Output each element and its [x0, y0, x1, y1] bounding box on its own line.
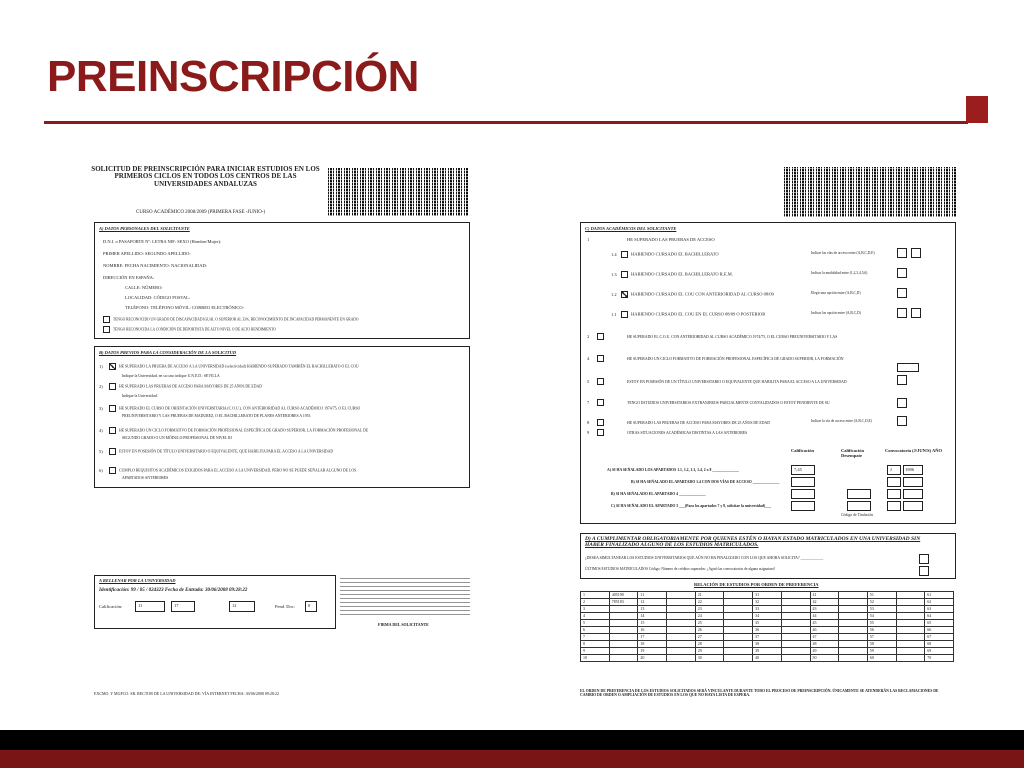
table-cell — [667, 592, 696, 599]
title-underline — [44, 121, 968, 124]
table-cell — [724, 613, 753, 620]
table-cell: 30 — [695, 655, 724, 662]
convocatoria-box — [887, 477, 901, 487]
table-cell: 12 — [638, 599, 667, 606]
option-box[interactable] — [897, 248, 907, 258]
table-cell — [724, 641, 753, 648]
convocatoria-box — [887, 501, 901, 511]
table-cell — [724, 648, 753, 655]
section-c-note: Indicar las vías de acceso entre (A,B,C,D,E) — [811, 251, 875, 255]
grades-row: B) SI HA SEÑALADO EL APARTADO 4 ______________ — [611, 492, 706, 496]
table-cell — [896, 613, 925, 620]
table-cell: 32 — [753, 599, 782, 606]
table-cell — [839, 655, 868, 662]
grade-box: 17 — [171, 601, 195, 612]
table-cell — [839, 592, 868, 599]
table-cell — [781, 641, 810, 648]
table-cell: 44 — [810, 613, 839, 620]
table-cell: 1 — [581, 592, 610, 599]
form-header: SOLICITUD DE PREINSCRIPCIÓN PARA INICIAR ESTUDIOS EN LOS PRIMEROS CICLOS EN TODOS LOS CENTROS DE LAS UNIVERSIDADES ANDALUZAS — [91, 165, 320, 188]
table-cell: 66 — [925, 627, 954, 634]
year-box: 1986 — [903, 465, 923, 475]
grade-box — [791, 489, 815, 499]
table-cell: 15 — [638, 620, 667, 627]
table-row — [581, 613, 954, 620]
table-cell: 405190 — [609, 592, 638, 599]
option-box[interactable] — [897, 363, 919, 372]
section-b-row: Indique la Universidad, en su caso indique U.N.E.D.: SEVILLA — [122, 374, 220, 378]
grade-box — [847, 489, 871, 499]
pend-doc-box: 0 — [305, 601, 317, 612]
section-c-note: Indicar las opción entre (A,B,C,D) — [811, 311, 861, 315]
table-cell — [839, 606, 868, 613]
section-b-row: APARTADOS ANTERIORES — [122, 476, 169, 480]
checkbox[interactable] — [597, 429, 604, 436]
table-cell: 35 — [753, 620, 782, 627]
calificacion-label: Calificación: — [99, 604, 123, 609]
table-cell — [896, 620, 925, 627]
table-cell — [609, 620, 638, 627]
section-a-row: TELÉFONO: TELÉFONO MÓVIL: CORREO ELECTRÓNICO: — [125, 305, 244, 310]
table-cell — [667, 620, 696, 627]
checkbox[interactable] — [109, 405, 116, 412]
table-cell: 14 — [638, 613, 667, 620]
table-cell: 22 — [695, 599, 724, 606]
left-form-page — [88, 160, 478, 705]
table-cell — [781, 627, 810, 634]
table-cell — [896, 634, 925, 641]
right-form-page — [574, 165, 956, 705]
option-box[interactable] — [897, 268, 907, 278]
table-cell: 53 — [867, 606, 896, 613]
table-cell: 43 — [810, 606, 839, 613]
barcode-image — [784, 167, 956, 217]
table-cell: 49 — [810, 648, 839, 655]
section-d-row: ¿DESEA SIMULTANEAR LOS ESTUDIOS UNIVERSITARIOS QUE AÚN NO HA FINALIZADO CON LOS QUE AHORA SOLICITA? ____________ — [585, 556, 824, 560]
section-b-row: 2) HE SUPERADO LAS PRUEBAS DE ACCESO PARA MAYORES DE 25 AÑOS DE EDAD — [99, 383, 262, 389]
option-box[interactable] — [897, 375, 907, 385]
table-cell — [667, 655, 696, 662]
table-cell: 25 — [695, 620, 724, 627]
section-b-row: 5) ESTOY EN POSESIÓN DE TÍTULO UNIVERSITARIO O EQUIVALENTE, QUE HABILITA PARA EL ACCESO A LA UNIVERSIDAD — [99, 448, 334, 454]
section-a-title: A) DATOS PERSONALES DEL SOLICITANTE — [99, 226, 190, 231]
table-cell: 56 — [867, 627, 896, 634]
table-cell: 23 — [695, 606, 724, 613]
section-d-row: ÚLTIMOS ESTUDIOS MATRICULADOS Código: Número de créditos superados: ¿Agotó las convocatorias de alguna asignatura? — [585, 567, 776, 571]
option-box[interactable] — [911, 248, 921, 258]
table-cell: 8 — [581, 641, 610, 648]
year-box — [903, 501, 923, 511]
table-cell: 5 — [581, 620, 610, 627]
option-box[interactable] — [919, 566, 929, 576]
table-cell: 31 — [753, 592, 782, 599]
section-c-note: Elegir una opción entre (A,B,C,D) — [811, 291, 861, 295]
table-cell — [609, 648, 638, 655]
section-c-title: C) DATOS ACADÉMICOS DEL SOLICITANTE — [585, 226, 677, 231]
table-cell — [781, 606, 810, 613]
checkbox[interactable] — [621, 251, 628, 258]
checkbox-row — [103, 326, 276, 333]
section-c-row: 9 OTRAS SITUACIONES ACADÉMICAS DISTINTAS A LAS ANTERIORES — [587, 429, 748, 435]
title-accent-square — [966, 96, 988, 123]
table-cell: 48 — [810, 641, 839, 648]
table-cell: 19 — [638, 648, 667, 655]
table-cell: 17 — [638, 634, 667, 641]
table-cell: 2 — [581, 599, 610, 606]
table-cell: 10 — [581, 655, 610, 662]
table-cell: 65 — [925, 620, 954, 627]
titulacion-label: Código de Titulación — [841, 513, 874, 517]
grade-box: 11 — [135, 601, 165, 612]
identification-line: Identificación: 99 / 05 / 024323 Fecha de Entrada: 30/06/2008 09:28:22 — [99, 588, 248, 593]
table-cell — [667, 648, 696, 655]
form-footer: EXCMO. Y MGFCO. SR. RECTOR DE LA UNIVERSIDAD DE: VÍA INTERNET FECHA: 30/06/2008 09:28:22 — [94, 691, 280, 696]
section-d-title: D) A CUMPLIMENTAR OBLIGATORIAMENTE POR QUIENES ESTÉN O HAYAN ESTADO MATRICULADOS EN UNA UNIVERSIDAD SIN HABER FINALIZADO ALGUNO DE LOS ESTUDIOS MATRICULADOS. — [585, 536, 921, 549]
table-cell: 7 — [581, 634, 610, 641]
table-cell: 16 — [638, 627, 667, 634]
table-cell — [896, 648, 925, 655]
table-cell: 67 — [925, 634, 954, 641]
table-cell: 785183 — [609, 599, 638, 606]
table-cell — [896, 592, 925, 599]
table-cell — [839, 613, 868, 620]
checkbox[interactable] — [103, 316, 110, 323]
table-cell — [667, 627, 696, 634]
section-c-row: 7 TENGO ESTUDIOS UNIVERSITARIOS EXTRANJEROS PARCIALMENTE CONVALIDADOS O ESTOY PENDIENTE DE SU — [587, 399, 830, 405]
checkbox[interactable] — [597, 419, 604, 426]
checkbox-checked[interactable] — [109, 363, 116, 370]
section-c-box — [580, 222, 956, 524]
table-cell: 9 — [581, 648, 610, 655]
checkbox[interactable] — [597, 355, 604, 362]
checkbox-row — [103, 316, 358, 323]
section-a-row: CALLE: NÚMERO: — [125, 285, 163, 290]
section-b-row: Indique la Universidad: — [122, 394, 158, 398]
section-a-row: D.N.I. o PASAPORTE Nº: LETRA NIF: SEXO (Hombre/Mujer): — [103, 239, 222, 244]
table-cell — [896, 655, 925, 662]
table-cell — [896, 641, 925, 648]
table-row — [581, 641, 954, 648]
section-c-row: 1.3 HABIENDO CURSADO EL BACHILLERATO R.E.M. — [611, 271, 733, 277]
section-b-row: SEGUNDO GRADO O UN MÓDULO PROFESIONAL DE NIVEL III — [122, 436, 232, 440]
section-b-row: PREUNIVERSITARIO Y LAS PRUEBAS DE MADUREZ, O EL BACHILLERATO DE PLANES ANTERIORES A 1953 — [122, 414, 311, 418]
table-row — [581, 655, 954, 662]
table-cell — [724, 634, 753, 641]
table-cell — [724, 599, 753, 606]
section-b-row: 6) CUMPLO REQUISITOS ACADÉMICOS EXIGIDOS PARA EL ACCESO A LA UNIVERSIDAD, PERO NO SE PUEDE SEÑALAR ALGUNO DE LOS — [99, 467, 357, 473]
table-row — [581, 620, 954, 627]
university-box-title: A RELLENAR POR LA UNIVERSIDAD — [99, 578, 176, 583]
section-c-row: 1 HE SUPERADO LAS PRUEBAS DE ACCESO — [587, 237, 715, 242]
table-cell: 45 — [810, 620, 839, 627]
table-cell: 13 — [638, 606, 667, 613]
table-cell — [609, 641, 638, 648]
section-b-box — [94, 346, 470, 488]
table-cell: 61 — [925, 592, 954, 599]
table-cell: 41 — [810, 592, 839, 599]
grade-box — [847, 501, 871, 511]
year-box — [903, 489, 923, 499]
table-cell: 64 — [925, 613, 954, 620]
section-a-row: LOCALIDAD: CÓDIGO POSTAL: — [125, 295, 191, 300]
table-cell: 11 — [638, 592, 667, 599]
table-cell: 33 — [753, 606, 782, 613]
grades-row: A) SI HA SEÑALADO LOS APARTADOS 1.1, 1.2, 1.3, 1.4, 2 o 8 ______________ — [607, 468, 739, 472]
table-cell — [667, 599, 696, 606]
grades-row: C) SI HA SEÑALADO EL APARTADO 5 ___(Para los apartados 7 y 9, solicitar la universidad)___ — [611, 504, 771, 508]
checkbox[interactable] — [597, 333, 604, 340]
table-cell: 68 — [925, 641, 954, 648]
table-row — [581, 606, 954, 613]
table-cell: 54 — [867, 613, 896, 620]
section-a-row: NOMBRE: FECHA NACIMIENTO: NACIONALIDAD: — [103, 263, 208, 268]
section-c-row: 2 HE SUPERADO EL C.O.U. CON ANTERIORIDAD AL CURSO ACADÉMICO 1974/75, O EL CURSO PREUNIVERSITARIO Y LAS — [587, 333, 838, 339]
table-cell — [609, 655, 638, 662]
checkbox[interactable] — [109, 427, 116, 434]
barcode-image — [328, 168, 468, 216]
table-cell: 59 — [867, 648, 896, 655]
table-cell: 4 — [581, 613, 610, 620]
table-cell: 46 — [810, 627, 839, 634]
checkbox[interactable] — [109, 383, 116, 390]
checkbox[interactable] — [597, 399, 604, 406]
option-box[interactable] — [911, 308, 921, 318]
table-cell: 26 — [695, 627, 724, 634]
table-cell — [839, 620, 868, 627]
grade-box: 7,45 — [791, 465, 815, 475]
table-cell: 55 — [867, 620, 896, 627]
table-cell — [839, 627, 868, 634]
table-cell: 57 — [867, 634, 896, 641]
table-cell — [896, 606, 925, 613]
table-cell — [839, 599, 868, 606]
table-cell — [896, 627, 925, 634]
section-d-box — [580, 533, 956, 579]
table-cell: 39 — [753, 648, 782, 655]
checkbox[interactable] — [621, 311, 628, 318]
table-cell: 50 — [810, 655, 839, 662]
table-cell: 29 — [695, 648, 724, 655]
option-box[interactable] — [897, 416, 907, 426]
grades-header: Calificación Desempate — [841, 448, 864, 459]
table-row — [581, 627, 954, 634]
table-cell: 36 — [753, 627, 782, 634]
grade-box: 12 — [229, 601, 255, 612]
table-cell — [896, 599, 925, 606]
table-cell — [667, 606, 696, 613]
table-cell — [781, 592, 810, 599]
table-cell: 62 — [925, 599, 954, 606]
table-row — [581, 592, 954, 599]
section-c-row: 4 HE SUPERADO UN CICLO FORMATIVO DE FORMACIÓN PROFESIONAL ESPECÍFICA DE GRADO SUPERIOR, LA FORMACIÓN — [587, 355, 844, 361]
section-c-row: 1.2 HABIENDO CURSADO EL COU CON ANTERIORIDAD AL CURSO 08/09 — [611, 291, 774, 297]
checkbox[interactable] — [597, 378, 604, 385]
table-cell — [667, 634, 696, 641]
convocatoria-box — [887, 489, 901, 499]
table-cell — [724, 606, 753, 613]
table-row — [581, 599, 954, 606]
slide-title: PREINSCRIPCIÓN — [47, 52, 419, 101]
checkbox[interactable] — [103, 326, 110, 333]
grades-header: Calificación — [791, 448, 814, 453]
grade-box — [791, 501, 815, 511]
table-cell: 20 — [638, 655, 667, 662]
option-box[interactable] — [919, 554, 929, 564]
table-cell — [724, 627, 753, 634]
table-cell — [724, 620, 753, 627]
option-box[interactable] — [897, 288, 907, 298]
table-cell — [609, 613, 638, 620]
section-c-row: 1.1 HABIENDO CURSADO EL COU EN EL CURSO 08/09 O POSTERIOR — [611, 311, 766, 317]
checkbox-checked[interactable] — [621, 291, 628, 298]
university-box — [94, 575, 336, 629]
section-c-note: Indicar la vía de acceso entre (A,B,C,D,E) — [811, 419, 872, 423]
table-cell: 18 — [638, 641, 667, 648]
table-cell — [781, 655, 810, 662]
table-cell: 63 — [925, 606, 954, 613]
table-cell: 51 — [867, 592, 896, 599]
table-cell: 52 — [867, 599, 896, 606]
table-cell: 38 — [753, 641, 782, 648]
table-cell: 24 — [695, 613, 724, 620]
table-cell: 37 — [753, 634, 782, 641]
section-c-row: 1.4 HABIENDO CURSADO EL BACHILLERATO — [611, 251, 719, 257]
section-b-row: 4) HE SUPERADO UN CICLO FORMATIVO DE FORMACIÓN PROFESIONAL ESPECÍFICA DE GRADO SUPERIOR, LA FORMACIÓN PROFESIONAL DE — [99, 427, 369, 433]
table-cell: 70 — [925, 655, 954, 662]
table-cell: 28 — [695, 641, 724, 648]
table-cell: 34 — [753, 613, 782, 620]
table-cell: 42 — [810, 599, 839, 606]
preference-table — [580, 591, 954, 662]
table-cell: 3 — [581, 606, 610, 613]
section-a-row: DIRECCIÓN EN ESPAÑA: — [103, 275, 155, 280]
grades-row: B) SI HA SEÑALADO EL APARTADO 1.4 CON DOS VÍAS DE ACCESO ______________ — [631, 480, 780, 484]
table-cell: 21 — [695, 592, 724, 599]
checkbox[interactable] — [109, 467, 116, 474]
checkbox-label: TENGO RECONOCIDA LA CONDICIÓN DE DEPORTISTA DE ALTO NIVEL O DE ALTO RENDIMIENTO — [113, 327, 276, 332]
pend-doc-label: Pend. Doc: — [275, 604, 295, 609]
checkbox[interactable] — [109, 448, 116, 455]
section-a-box — [94, 222, 470, 339]
table-cell — [781, 634, 810, 641]
table-row — [581, 648, 954, 655]
table-cell — [609, 634, 638, 641]
table-cell — [667, 613, 696, 620]
table-cell — [609, 606, 638, 613]
table-cell: 58 — [867, 641, 896, 648]
section-c-row: 5 ESTOY EN POSESIÓN DE UN TÍTULO UNIVERSITARIO O EQUIVALENTE QUE HABILITA PARA EL ACCESO A LA UNIVERSIDAD — [587, 378, 847, 384]
table-cell — [781, 648, 810, 655]
table-cell — [839, 648, 868, 655]
signature-label: FIRMA DEL SOLICITANTE — [378, 622, 429, 627]
option-box[interactable] — [897, 398, 907, 408]
footer-note: EL ORDEN DE PREFERENCIA DE LOS ESTUDIOS SOLICITADOS SERÁ VINCULANTE DURANTE TODO EL PROCESO DE PREINSCRIPCIÓN. ÚNICAMENTE SE ATENDERÁN LAS RECLAMACIONES DE CAMBIO DE ORDEN O AMPLIACIÓN DE ESTUDIOS EN LOS QUE NO HAYA LISTA DE ESPERA. — [580, 689, 939, 698]
table-cell — [609, 627, 638, 634]
section-c-note: Indicar la modalidad entre (1,2,3,4,5,6) — [811, 271, 868, 275]
section-c-row: 8 HE SUPERADO LAS PRUEBAS DE ACCESO PARA MAYORES DE 25 AÑOS DE EDAD — [587, 419, 770, 425]
table-cell — [667, 641, 696, 648]
section-a-row: PRIMER APELLIDO: SEGUNDO APELLIDO: — [103, 251, 191, 256]
footer-accent-bar — [0, 750, 1024, 768]
section-b-title: B) DATOS PREVIOS PARA LA CONSIDERACIÓN DE LA SOLICITUD — [99, 350, 237, 355]
declaration-text — [340, 575, 470, 615]
preference-title: RELACIÓN DE ESTUDIOS POR ORDEN DE PREFERENCIA — [694, 582, 819, 587]
table-cell — [839, 634, 868, 641]
checkbox-label: TENGO RECONOCIDO UN GRADO DE DISCAPACIDAD IGUAL O SUPERIOR AL 33%, RECONOCIMIENTO DE INCAPACIDAD PERMANENTE EN GRADO — [113, 317, 359, 322]
table-cell: 27 — [695, 634, 724, 641]
table-cell — [781, 620, 810, 627]
grades-header: Convocatoria (J/JUN/S) AÑO — [885, 448, 942, 453]
table-cell: 60 — [867, 655, 896, 662]
course-label: CURSO ACADÉMICO 2008/2009 (PRIMERA FASE -JUNIO-) — [136, 210, 266, 215]
table-row — [581, 634, 954, 641]
table-cell: 6 — [581, 627, 610, 634]
table-cell — [724, 592, 753, 599]
checkbox[interactable] — [621, 271, 628, 278]
footer-bar — [0, 730, 1024, 750]
section-b-row: 3) HE SUPERADO EL CURSO DE ORIENTACIÓN UNIVERSITARIA (C.O.U.), CON ANTERIORIDAD AL CURSO ACADÉMICO 1974/75, O EL CURSO — [99, 405, 361, 411]
table-cell: 69 — [925, 648, 954, 655]
grade-box — [791, 477, 815, 487]
table-cell — [781, 599, 810, 606]
convocatoria-box: J — [887, 465, 901, 475]
table-cell — [724, 655, 753, 662]
table-cell: 47 — [810, 634, 839, 641]
table-cell — [839, 641, 868, 648]
table-cell: 40 — [753, 655, 782, 662]
table-cell — [781, 613, 810, 620]
section-b-row: 1) HE SUPERADO LA PRUEBA DE ACCESO A LA UNIVERSIDAD (selectividad) HABIENDO SUPERADO TAMBIÉN EL BACHILLERATO O EL COU — [99, 363, 359, 369]
option-box[interactable] — [897, 308, 907, 318]
year-box — [903, 477, 923, 487]
